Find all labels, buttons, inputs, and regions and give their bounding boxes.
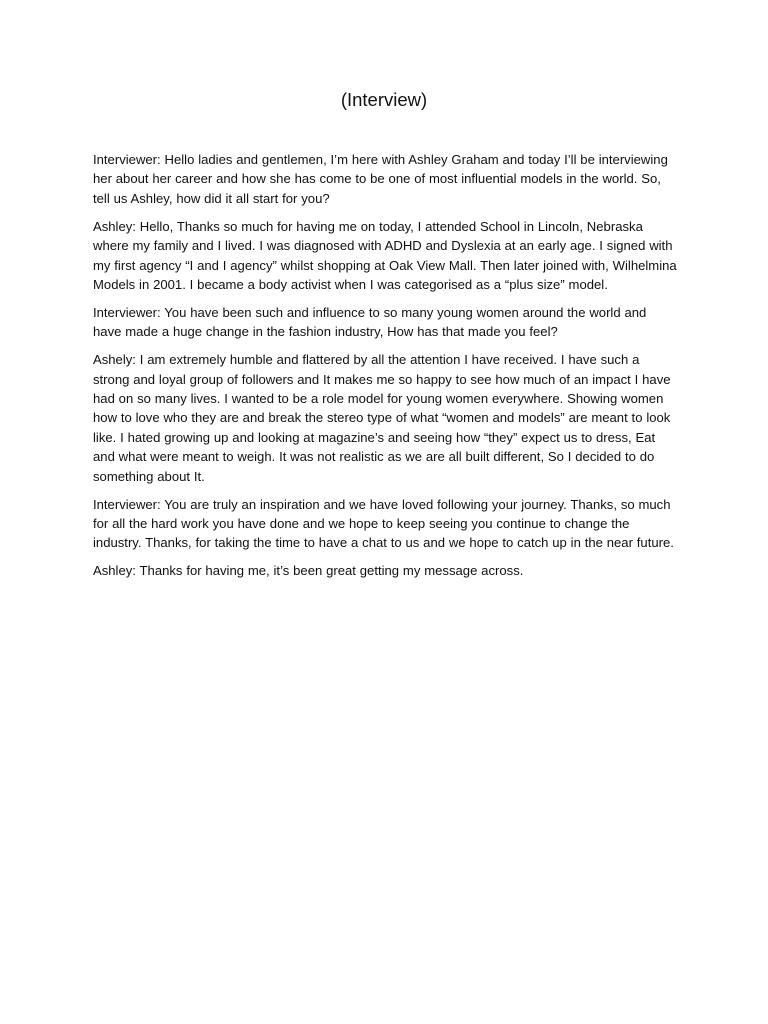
paragraph-interviewer-closing: Interviewer: You are truly an inspiration and we have loved following your journey. Thanks, so much for all the hard work you have done and we hope to keep seeing you continue to change the industry. Thanks, for taking the time to have a chat to us and we hope to catch up in the near future.	[93, 496, 674, 551]
document-title: (Interview)	[340, 89, 428, 110]
paragraph-ashley-feelings: Ashely: I am extremely humble and flattered by all the attention I have received. I have such a strong and loyal group of followers and It makes me so happy to see how much of an impact I have had on so many lives. I wanted to be a role model for young women everywhere. Showing women how to love who they are and break the stereo type of what “women and models” are meant to look like. I hated growing up and looking at magazine’s and seeing how “they” expect us to dress, Eat and what were meant to weigh. It was not realistic as we are all built different, So I decided to do something about It.	[93, 352, 671, 484]
paragraph-interviewer-influence: Interviewer: You have been such and influence to so many young women around the world and have made a huge change in the fashion industry, How has that made you feel?	[93, 304, 647, 340]
paragraph-ashley-closing: Ashley: Thanks for having me, it’s been great getting my message across.	[93, 563, 524, 579]
document-body	[93, 150, 678, 589]
paragraph-interviewer-intro: Interviewer: Hello ladies and gentlemen, I’m here with Ashley Graham and today I’ll be interviewing her about her career and how she has come to be one of most influential models in the world. So, tell us Ashley, how did it all start for you?	[93, 152, 668, 206]
paragraph-ashley-background: Ashley: Hello, Thanks so much for having me on today, I attended School in Lincoln, Nebraska where my family and I lived. I was diagnosed with ADHD and Dyslexia at an early age. I signed with my first agency “I and I agency” whilst shopping at Oak View Mall. Then later joined with, Wilhelmina Models in 2001. I became a body activist when I was categorised as a “plus size” model.	[93, 218, 677, 292]
